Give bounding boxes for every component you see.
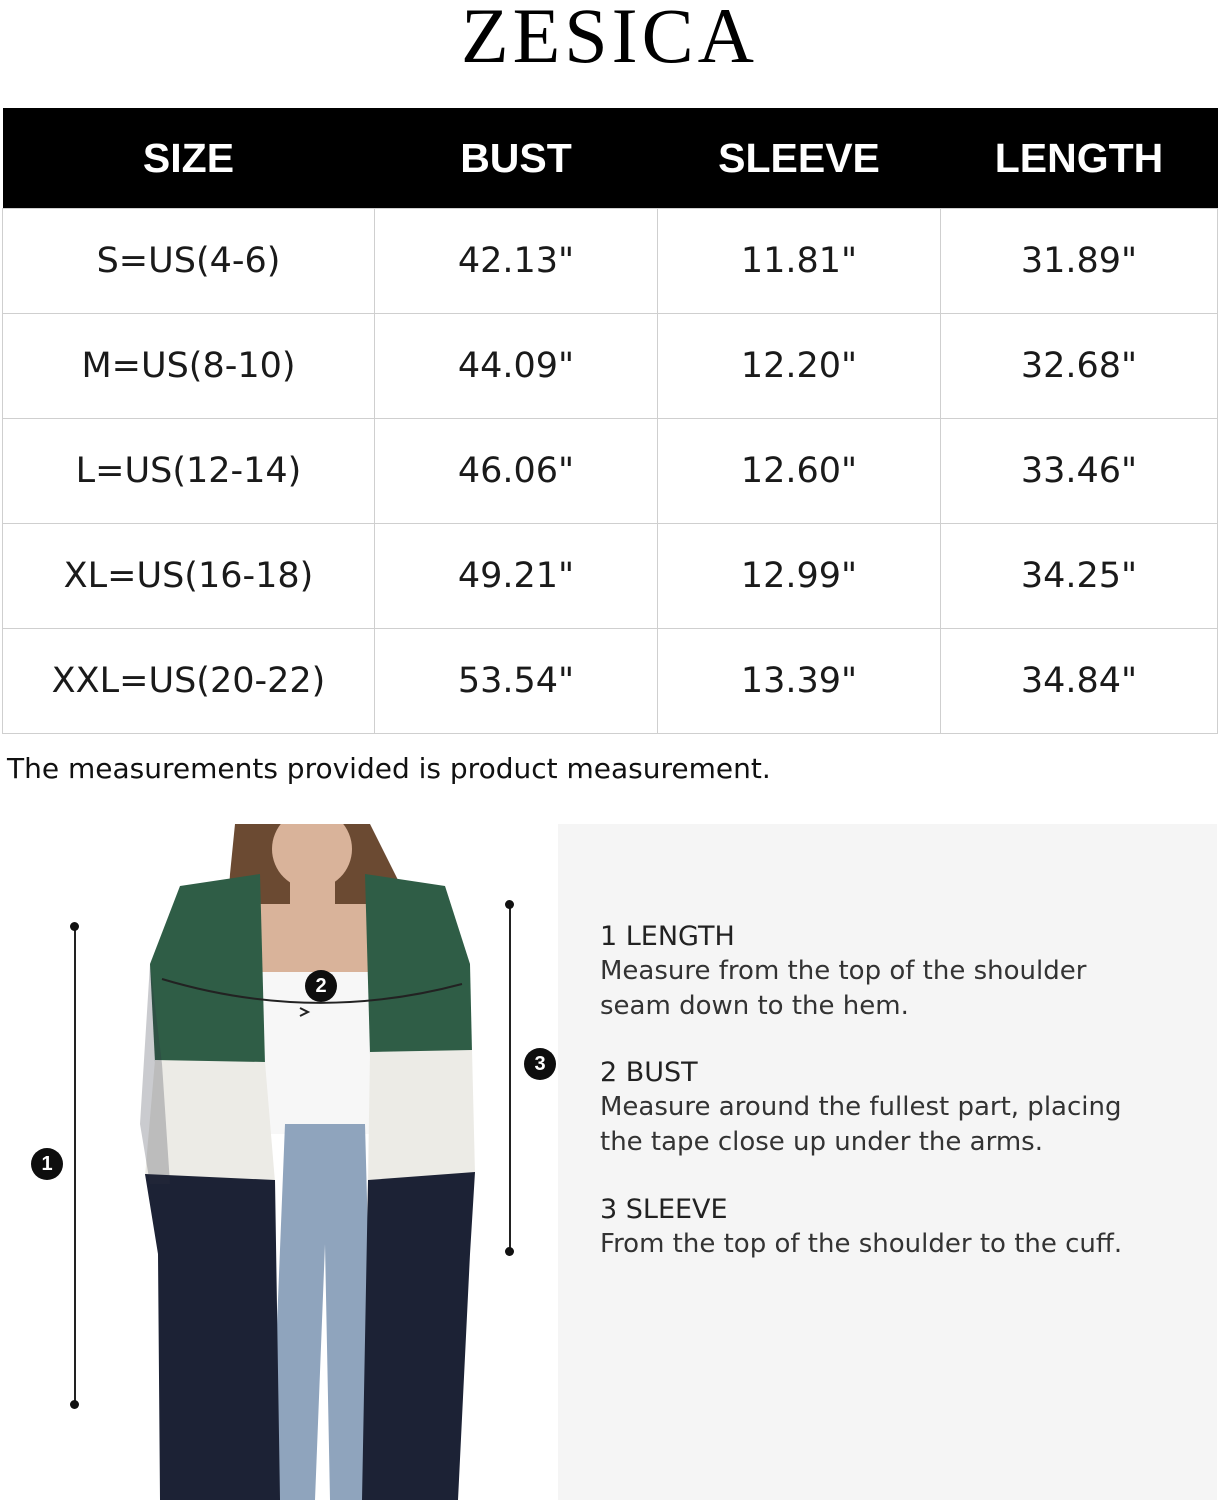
- length-bottom-dot: [70, 1400, 79, 1409]
- sleeve-top-dot: [505, 900, 514, 909]
- brand-logo: ZESICA: [461, 0, 758, 79]
- measurement-note: The measurements provided is product measurement.: [7, 752, 771, 785]
- length-measure-line: [74, 926, 76, 1404]
- table-header-row: [3, 108, 1218, 209]
- cell-sleeve: 12.20": [658, 314, 941, 419]
- bust-instruction: [600, 1056, 1121, 1160]
- cell-length: 33.46": [941, 419, 1218, 524]
- cell-sleeve: 12.99": [658, 524, 941, 629]
- bust-title: 2 BUST: [600, 1057, 698, 1088]
- cell-sleeve: 11.81": [658, 209, 941, 314]
- bust-desc-2: the tape close up under the arms.: [600, 1127, 1043, 1157]
- length-badge: 1: [31, 1148, 63, 1180]
- cell-length: 31.89": [941, 209, 1218, 314]
- bust-desc-1: Measure around the fullest part, placing: [600, 1092, 1122, 1122]
- table-row: [3, 629, 1218, 734]
- header-length: LENGTH: [941, 108, 1218, 209]
- sleeve-bottom-dot: [505, 1247, 514, 1256]
- cell-length: 34.25": [941, 524, 1218, 629]
- size-chart-table: [2, 108, 1218, 734]
- bust-badge: 2: [305, 970, 337, 1002]
- cell-size: L=US(12-14): [3, 419, 375, 524]
- cell-bust: 46.06": [375, 419, 658, 524]
- length-desc-2: seam down to the hem.: [600, 991, 909, 1021]
- table-row: [3, 524, 1218, 629]
- sleeve-instruction: [600, 1193, 1122, 1262]
- cell-bust: 49.21": [375, 524, 658, 629]
- cell-size: S=US(4-6): [3, 209, 375, 314]
- table-row: [3, 314, 1218, 419]
- sleeve-desc-1: From the top of the shoulder to the cuff.: [600, 1229, 1123, 1259]
- model-photo: [140, 824, 485, 1500]
- table-row: [3, 419, 1218, 524]
- length-title: 1 LENGTH: [600, 921, 735, 952]
- cell-size: XXL=US(20-22): [3, 629, 375, 734]
- cell-length: 32.68": [941, 314, 1218, 419]
- length-instruction: [600, 920, 1086, 1024]
- sleeve-measure-line: [509, 905, 511, 1252]
- length-top-dot: [70, 922, 79, 931]
- sleeve-title: 3 SLEEVE: [600, 1194, 728, 1225]
- length-desc-1: Measure from the top of the shoulder: [600, 956, 1087, 986]
- cell-sleeve: 13.39": [658, 629, 941, 734]
- header-size: SIZE: [3, 108, 375, 209]
- cell-bust: 53.54": [375, 629, 658, 734]
- cell-length: 34.84": [941, 629, 1218, 734]
- header-bust: BUST: [375, 108, 658, 209]
- table-row: [3, 209, 1218, 314]
- sleeve-badge: 3: [524, 1048, 556, 1080]
- header-sleeve: SLEEVE: [658, 108, 941, 209]
- cell-bust: 42.13": [375, 209, 658, 314]
- cell-size: M=US(8-10): [3, 314, 375, 419]
- cell-bust: 44.09": [375, 314, 658, 419]
- cell-size: XL=US(16-18): [3, 524, 375, 629]
- cell-sleeve: 12.60": [658, 419, 941, 524]
